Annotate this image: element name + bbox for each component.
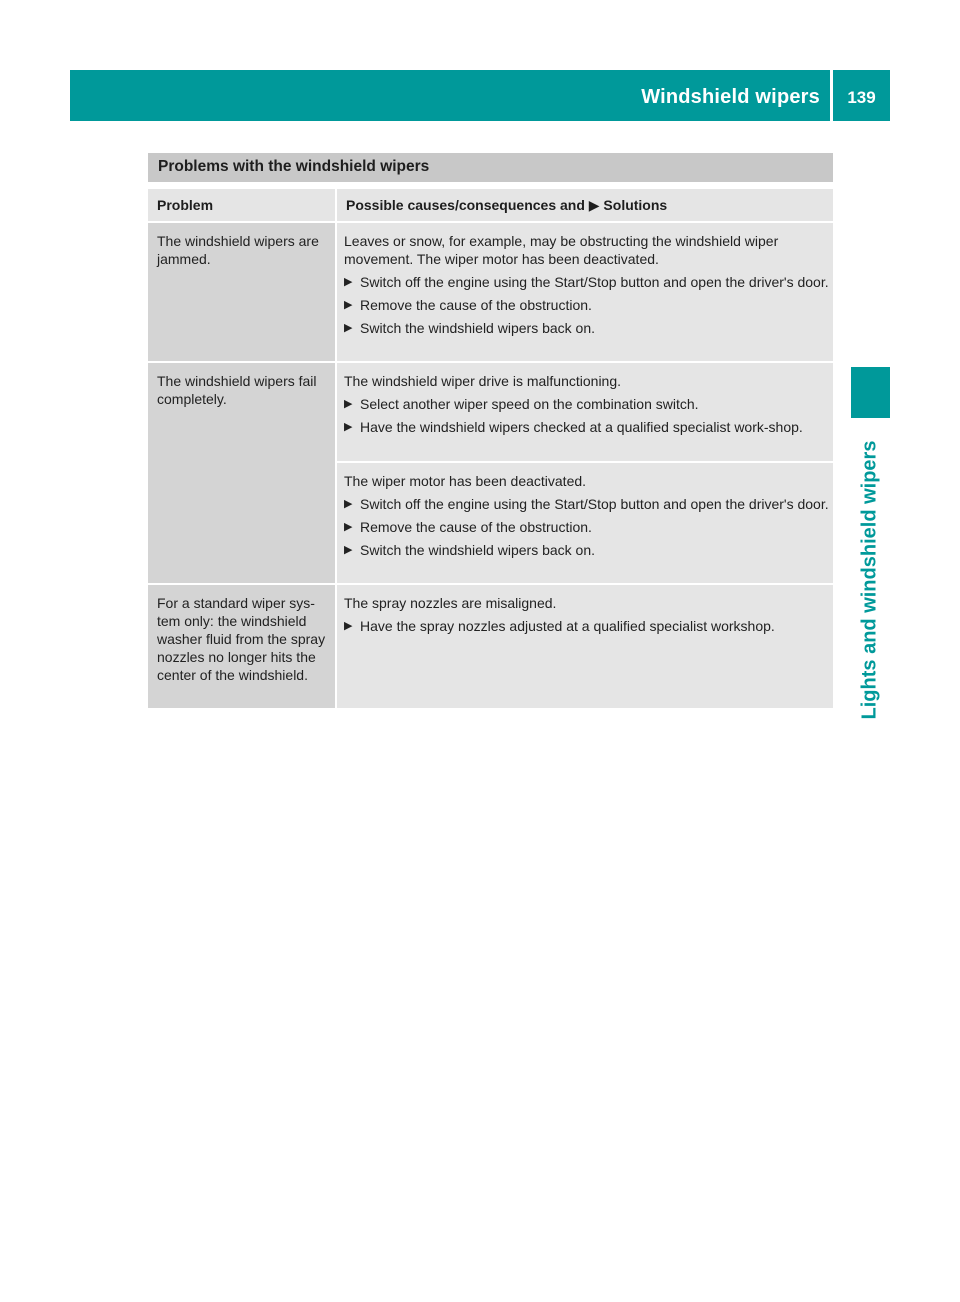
chapter-tab	[851, 367, 890, 418]
solution-step	[344, 395, 829, 413]
step-arrow-icon: ▶	[344, 299, 353, 311]
step-arrow-icon: ▶	[344, 544, 353, 556]
column-header-problem-text: Problem	[157, 197, 214, 213]
page-number: 139	[847, 88, 876, 107]
table-row-2b-solutions	[337, 463, 833, 583]
step-arrow-icon: ▶	[344, 421, 353, 433]
step-text: Switch off the engine using the Start/Stop button and open the driver's door.	[360, 496, 829, 512]
step-text: Remove the cause of the obstruction.	[360, 297, 592, 313]
table-row-2a-solutions	[337, 363, 833, 461]
solution-step	[344, 418, 829, 436]
step-text: Have the spray nozzles adjusted at a qualified specialist workshop.	[360, 618, 775, 634]
table-row-3-solutions	[337, 585, 833, 708]
column-header-solutions-text: Possible causes/consequences and ▶ Solutions	[346, 197, 668, 213]
table-row-1-problem	[148, 223, 335, 361]
step-text: Switch the windshield wipers back on.	[360, 542, 596, 558]
step-arrow-icon: ▶	[344, 322, 353, 334]
cause-text: The wiper motor has been deactivated.	[344, 473, 587, 489]
step-arrow-icon: ▶	[344, 276, 353, 288]
solution-step	[344, 296, 829, 314]
chapter-label: Lights and windshield wipers	[858, 440, 881, 720]
section-title	[148, 153, 833, 182]
table-row-1-solutions	[337, 223, 833, 361]
step-text: Switch the windshield wipers back on.	[360, 320, 596, 336]
step-arrow-icon: ▶	[344, 498, 353, 510]
header-title: Windshield wipers	[641, 86, 820, 108]
step-arrow-icon: ▶	[344, 521, 353, 533]
table-row-2-problem	[148, 363, 335, 583]
solution-step	[344, 541, 829, 559]
problem-text: For a standard wiper sys-tem only: the windshield washer fluid from the spray nozzles no longer hits the center of the windshield.	[157, 595, 326, 683]
step-text: Switch off the engine using the Start/Stop button and open the driver's door.	[360, 274, 829, 290]
solution-step	[344, 518, 829, 536]
solution-step	[344, 273, 829, 291]
solution-step	[344, 319, 829, 337]
cause-text: The spray nozzles are misaligned.	[344, 595, 557, 611]
cause-text: The windshield wiper drive is malfunctioning.	[344, 373, 622, 389]
problem-text: The windshield wipers fail completely.	[157, 373, 317, 407]
solution-step	[344, 617, 829, 635]
step-text: Remove the cause of the obstruction.	[360, 519, 592, 535]
problem-text: The windshield wipers are jammed.	[157, 233, 319, 267]
cause-text: Leaves or snow, for example, may be obstructing the windshield wiper movement. The wiper motor has been deactivated.	[344, 233, 779, 267]
table-row-3-problem	[148, 585, 335, 708]
step-arrow-icon: ▶	[344, 620, 353, 632]
column-header-solutions	[337, 189, 833, 221]
column-header-problem	[148, 189, 335, 221]
step-text: Have the windshield wipers checked at a qualified specialist work-shop.	[360, 419, 803, 435]
step-arrow-icon: ▶	[344, 398, 353, 410]
solution-step	[344, 495, 829, 513]
section-title-text: Problems with the windshield wipers	[158, 158, 430, 175]
page-header	[70, 70, 890, 121]
step-text: Select another wiper speed on the combination switch.	[360, 396, 699, 412]
